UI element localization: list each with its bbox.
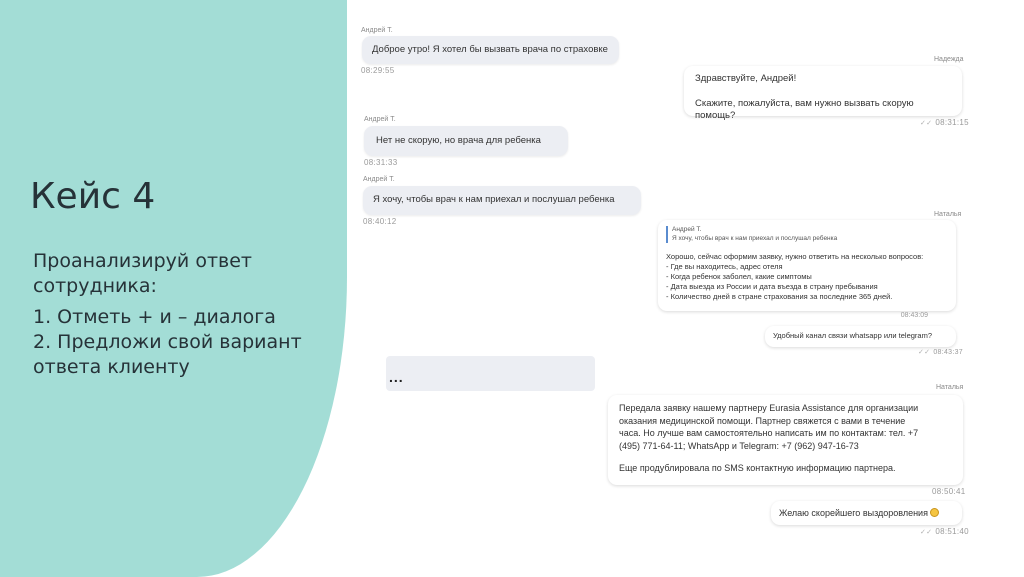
message-bubble-outgoing[interactable]: [608, 395, 963, 485]
quote-text: Я хочу, чтобы врач к нам приехал и послушал ребенка: [672, 234, 838, 242]
message-sender: Андрей Т.: [363, 176, 395, 183]
message-text: часа. Но лучше вам самостоятельно написать им по контактам: тел. +7: [619, 428, 919, 438]
message-text: Нет не скорую, но врача для ребенка: [376, 135, 541, 146]
message-text: Я хочу, чтобы врач к нам приехал и послушал ребенка: [373, 194, 615, 205]
message-sender: Андрей Т.: [364, 116, 396, 123]
message-sender: Наталья: [936, 384, 964, 391]
message-sender: Надежда: [934, 56, 964, 63]
message-text: оказания медицинской помощи. Партнер свяжется с вами в течение: [619, 415, 906, 426]
message-time: ✓✓ 08:31:15: [920, 118, 969, 127]
message-bubble-incoming[interactable]: [364, 126, 568, 156]
task-step-2: 2. Предложи свой вариант ответа клиенту: [33, 331, 302, 378]
message-text: - Когда ребенок заболел, какие симптомы: [666, 272, 812, 281]
message-time: 08:29:55: [361, 66, 395, 75]
smiling-face-icon: [930, 508, 939, 517]
message-text: Передала заявку нашему партнеру Eurasia Assistance для организации: [619, 403, 919, 413]
message-text: (495) 771-64-11; WhatsApp и Telegram: +7 (962) 947-16-73: [619, 440, 859, 451]
task-step-1: 1. Отметь + и – диалога: [33, 306, 276, 328]
message-time: 08:31:33: [364, 158, 398, 167]
message-time: 08:40:12: [363, 217, 397, 226]
message-time: 08:43:09: [900, 312, 928, 319]
message-bubble-outgoing[interactable]: [684, 66, 962, 121]
read-checkmarks-icon: ✓✓: [920, 529, 933, 536]
message-text: Желаю скорейшего выздоровления: [779, 508, 928, 518]
message-text: Еще продублировала по SMS контактную информацию партнера.: [619, 463, 896, 473]
message-bubble-incoming[interactable]: [362, 36, 619, 64]
quote-author: Андрей Т.: [672, 226, 702, 233]
message-text: Здравствуйте, Андрей!: [695, 73, 797, 84]
message-bubble-incoming[interactable]: [363, 186, 641, 215]
message-sender: Андрей Т.: [361, 27, 393, 34]
message-text: - Где вы находитесь, адрес отеля: [666, 262, 783, 271]
quoted-message[interactable]: [666, 226, 948, 243]
message-time: 08:50:41: [932, 487, 966, 496]
message-bubble-outgoing[interactable]: [658, 220, 956, 319]
message-bubble-outgoing[interactable]: [765, 326, 956, 347]
task-instruction: Проанализируй ответ сотрудника:: [33, 250, 252, 297]
message-bubble-outgoing[interactable]: [771, 501, 962, 525]
message-time: ✓✓ 08:43:37: [918, 349, 963, 356]
message-text: Хорошо, сейчас оформим заявку, нужно ответить на несколько вопросов:: [666, 252, 924, 261]
read-checkmarks-icon: ✓✓: [918, 349, 931, 356]
placeholder-dots: ...: [389, 369, 404, 385]
message-text: Скажите, пожалуйста, вам нужно вызвать скорую помощь?: [695, 97, 914, 121]
slide-title: Кейс 4: [30, 176, 156, 217]
message-time: ✓✓ 08:51:40: [920, 527, 969, 536]
answer-placeholder[interactable]: [386, 356, 595, 391]
task-steps: [33, 305, 323, 380]
message-text: - Количество дней в стране страхования за последние 365 дней.: [666, 292, 893, 301]
message-text: - Дата выезда из России и дата въезда в страну пребывания: [666, 282, 878, 291]
message-text: Доброе утро! Я хотел бы вызвать врача по страховке: [372, 44, 608, 55]
message-text: Удобный канал связи whatsapp или telegram?: [773, 331, 933, 340]
read-checkmarks-icon: ✓✓: [920, 120, 933, 127]
message-sender: Наталья: [934, 211, 962, 218]
